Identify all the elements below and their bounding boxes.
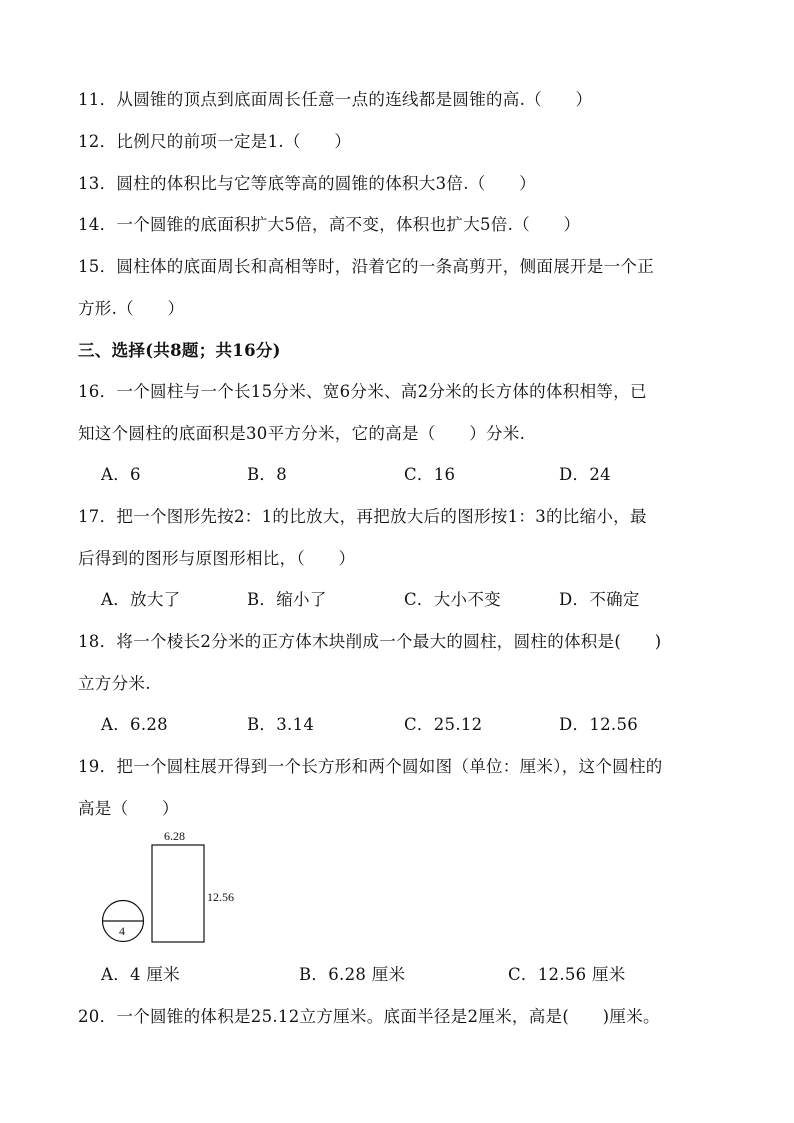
figure-side-label: 12.56 <box>207 890 234 904</box>
question-15-line1: 15．圆柱体的底面周长和高相等时，沿着它的一条高剪开，侧面展开是一个正 <box>78 257 654 276</box>
question-14: 14．一个圆锥的底面积扩大5倍，高不变，体积也扩大5倍.（ ） <box>78 215 581 234</box>
option-a: A．6.28 <box>101 715 168 734</box>
question-16-line1: 16．一个圆柱与一个长15分米、宽6分米、高2分米的长方体的体积相等，已 <box>78 382 647 401</box>
question-19-line2: 高是（ ） <box>78 799 179 818</box>
question-17-line2: 后得到的图形与原图形相比，（ ） <box>78 549 356 568</box>
question-13: 13．圆柱的体积比与它等底等高的圆锥的体积大3倍.（ ） <box>78 174 536 193</box>
option-b: B．6.28 厘米 <box>299 965 406 984</box>
question-11: 11．从圆锥的顶点到底面周长任意一点的连线都是圆锥的高.（ ） <box>78 90 593 109</box>
option-c: C．16 <box>404 465 456 484</box>
net-rectangle <box>152 845 204 942</box>
question-19-line1: 19．把一个圆柱展开得到一个长方形和两个圆如图（单位：厘米），这个圆柱的 <box>78 757 663 776</box>
option-b: B．3.14 <box>247 715 315 734</box>
question-18-line1: 18．将一个棱长2分米的正方体木块削成一个最大的圆柱，圆柱的体积是( ) <box>78 632 662 651</box>
option-c: C．大小不变 <box>404 590 501 609</box>
question-15-line2: 方形.（ ） <box>78 299 185 318</box>
figure-top-label: 6.28 <box>164 829 185 843</box>
option-d: D．24 <box>559 465 611 484</box>
question-12: 12．比例尺的前项一定是1.（ ） <box>78 132 352 151</box>
option-c: C．25.12 <box>404 715 483 734</box>
option-d: D．12.56 <box>559 715 639 734</box>
section-heading: 三、选择(共8题；共16分) <box>78 341 281 360</box>
option-a: A．放大了 <box>101 590 181 609</box>
question-17-line1: 17．把一个图形先按2：1的比放大，再把放大后的图形按1：3的比缩小，最 <box>78 507 647 526</box>
option-a: A．6 <box>101 465 141 484</box>
question-20: 20．一个圆锥的体积是25.12立方厘米。底面半径是2厘米，高是( )厘米。 <box>78 1007 660 1026</box>
figure-circle-label: 4 <box>119 924 125 938</box>
question-18-line2: 立方分米. <box>78 674 151 693</box>
option-d: D．不确定 <box>559 590 640 609</box>
option-a: A．4 厘米 <box>101 965 180 984</box>
cylinder-net-figure <box>100 828 250 948</box>
option-b: B．缩小了 <box>247 590 327 609</box>
option-b: B．8 <box>247 465 288 484</box>
question-16-line2: 知这个圆柱的底面积是30平方分米，它的高是（ ）分米. <box>78 424 526 443</box>
option-c: C．12.56 厘米 <box>508 965 626 984</box>
